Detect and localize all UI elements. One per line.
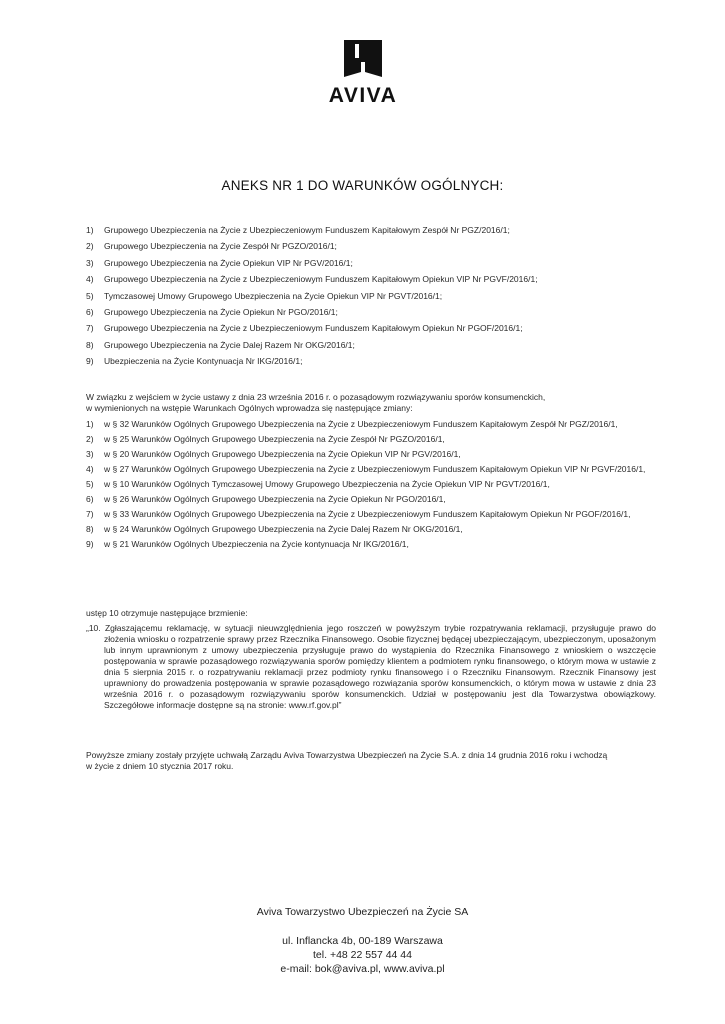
aviva-logo-icon (343, 40, 383, 78)
list-number: 6) (86, 494, 94, 504)
list-text: w § 25 Warunków Ogólnych Grupowego Ubezpieczenia na Życie Zespół Nr PGZO/2016/1, (104, 434, 445, 444)
list-item (86, 419, 656, 430)
list-number: 2) (86, 434, 94, 444)
list-item (86, 274, 646, 290)
list-number: 6) (86, 306, 94, 317)
intro-paragraph (86, 392, 656, 414)
clause-text-block (86, 623, 656, 711)
list-number: 1) (86, 225, 94, 235)
list-text: Grupowego Ubezpieczenia na Życie z Ubezpieczeniowym Funduszem Kapitałowym Opiekun VIP Nr PGVF/2016/1; (104, 274, 538, 285)
footer-company: Aviva Towarzystwo Ubezpieczeń na Życie SA (256, 906, 469, 918)
list-text: Grupowego Ubezpieczenia na Życie Dalej Razem Nr OKG/2016/1; (104, 339, 355, 350)
list-number: 4) (86, 274, 94, 285)
list-text: w § 21 Warunków Ogólnych Ubezpieczenia na Życie kontynuacja Nr IKG/2016/1, (104, 539, 409, 549)
list-item (86, 356, 646, 372)
list-text: Grupowego Ubezpieczenia na Życie z Ubezpieczeniowym Funduszem Kapitałowym Zespół Nr PGZ/2016/1; (104, 225, 510, 235)
list-number: 7) (86, 509, 94, 519)
list-text: Grupowego Ubezpieczenia na Życie Opiekun VIP Nr PGV/2016/1; (104, 257, 353, 268)
list-text: w § 27 Warunków Ogólnych Grupowego Ubezpieczenia na Życie z Ubezpieczeniowym Funduszem Kapitałowym Opiekun VIP Nr PGVF/2016/1, (104, 464, 646, 474)
list-item (86, 494, 656, 505)
logo-wordmark: AVIVA (328, 84, 398, 107)
list-number: 9) (86, 356, 94, 367)
footer-contact: e-mail: bok@aviva.pl, www.aviva.pl (280, 963, 445, 975)
document-title: ANEKS NR 1 DO WARUNKÓW OGÓLNYCH: (221, 178, 504, 193)
intro-line: w wymienionych na wstępie Warunkach Ogólnych wprowadza się następujące zmiany: (86, 403, 413, 413)
clause-intro: ustęp 10 otrzymuje następujące brzmienie: (86, 608, 248, 618)
closing-paragraph (86, 750, 656, 772)
list-text: w § 32 Warunków Ogólnych Grupowego Ubezpieczenia na Życie z Ubezpieczeniowym Funduszem Kapitałowym Zespół Nr PGZ/2016/1, (104, 419, 618, 429)
list-number: 5) (86, 290, 94, 301)
list-item (86, 479, 656, 490)
closing-line: Powyższe zmiany zostały przyjęte uchwałą Zarządu Aviva Towarzystwa Ubezpieczeń na Życie S.A. z dnia 14 grudnia 2016 roku i wchodzą (86, 750, 608, 760)
list-number: 3) (86, 449, 94, 459)
list-item (86, 434, 656, 445)
list-text: w § 26 Warunków Ogólnych Grupowego Ubezpieczenia na Życie Opiekun Nr PGO/2016/1, (104, 494, 446, 504)
list-item (86, 258, 646, 274)
list-text: Ubezpieczenia na Życie Kontynuacja Nr IKG/2016/1; (104, 356, 303, 367)
list-number: 9) (86, 539, 94, 549)
intro-line: W związku z wejściem w życie ustawy z dnia 23 września 2016 r. o pozasądowym rozwiązywaniu sporów konsumenckich, (86, 392, 546, 402)
clause-text: „10. Zgłaszającemu reklamację, w sytuacji nieuwzględnienia jego roszczeń w powyższym trybie rozpatrywania reklamacji, przysługuje prawo do złożenia wniosku o rozpatrzenie sprawy przez Rzecznika Finansowego. Osobie fizycznej będącej ubezpieczającym, ubezpieczonym, uposażonym lub innym uprawnionym z umowy ubezpieczenia przysługuje prawo do wystąpienia do Rzecznika Finansowego z wnioskiem o wszczęcie postępowania w sprawie pozasądowego rozwiązywania sporów pomiędzy klientem a podmiotem rynku finansowego, o którym mowa w ustawie z dnia 5 sierpnia 2015 r. o rozpatrywaniu reklamacji przez podmioty rynku finansowego i o Rzeczniku Finansowym. Rzecznik Finansowy jest uprawniony do prowadzenia postępowania w sprawie pozasądowego rozwiązania sporów konsumenckich, o którym mowa w ustawie z dnia 23 września 2016 r. o pozasądowym rozwiązywaniu sporów konsumenckich. Udział w postępowaniu jest dla Towarzystwa obowiązkowy. Szczegółowe informacje dostępne są na stronie: www.rf.gov.pl” (86, 623, 656, 710)
changes-list (86, 419, 656, 554)
list-text: w § 20 Warunków Ogólnych Grupowego Ubezpieczenia na Życie Opiekun VIP Nr PGV/2016/1, (104, 449, 461, 459)
list-item (86, 539, 656, 550)
list-text: Tymczasowej Umowy Grupowego Ubezpieczenia na Życie Opiekun VIP Nr PGVT/2016/1; (104, 290, 443, 301)
list-text: w § 33 Warunków Ogólnych Grupowego Ubezpieczenia na Życie z Ubezpieczeniowym Funduszem Kapitałowym Opiekun Nr PGOF/2016/1, (104, 509, 631, 519)
list-item (86, 464, 656, 475)
list-number: 5) (86, 479, 94, 489)
list-text: w § 10 Warunków Ogólnych Tymczasowej Umowy Grupowego Ubezpieczenia na Życie Opiekun VIP Nr PGVT/2016/1, (104, 479, 550, 489)
footer-phone: tel. +48 22 557 44 44 (313, 949, 412, 961)
list-number: 1) (86, 419, 94, 429)
list-item (86, 509, 656, 520)
products-list (86, 225, 646, 373)
list-item (86, 291, 646, 307)
list-text: Grupowego Ubezpieczenia na Życie Zespół Nr PGZO/2016/1; (104, 241, 337, 252)
closing-line: w życie z dniem 10 stycznia 2017 roku. (86, 761, 234, 771)
list-number: 7) (86, 323, 94, 334)
list-item (86, 307, 646, 323)
list-item (86, 241, 646, 257)
list-text: Grupowego Ubezpieczenia na Życie z Ubezpieczeniowym Funduszem Kapitałowym Opiekun Nr PGOF/2016/1; (104, 323, 523, 334)
aviva-logo (310, 40, 416, 106)
list-item (86, 323, 646, 339)
list-text: Grupowego Ubezpieczenia na Życie Opiekun Nr PGO/2016/1; (104, 306, 338, 317)
list-number: 8) (86, 524, 94, 534)
list-number: 2) (86, 241, 94, 252)
list-item (86, 449, 656, 460)
footer-address: ul. Inflancka 4b, 00-189 Warszawa (282, 935, 443, 947)
list-item (86, 340, 646, 356)
list-item (86, 225, 646, 241)
list-number: 4) (86, 464, 94, 474)
list-number: 8) (86, 339, 94, 350)
list-text: w § 24 Warunków Ogólnych Grupowego Ubezpieczenia na Życie Dalej Razem Nr OKG/2016/1, (104, 524, 463, 534)
list-number: 3) (86, 257, 94, 268)
list-item (86, 524, 656, 535)
